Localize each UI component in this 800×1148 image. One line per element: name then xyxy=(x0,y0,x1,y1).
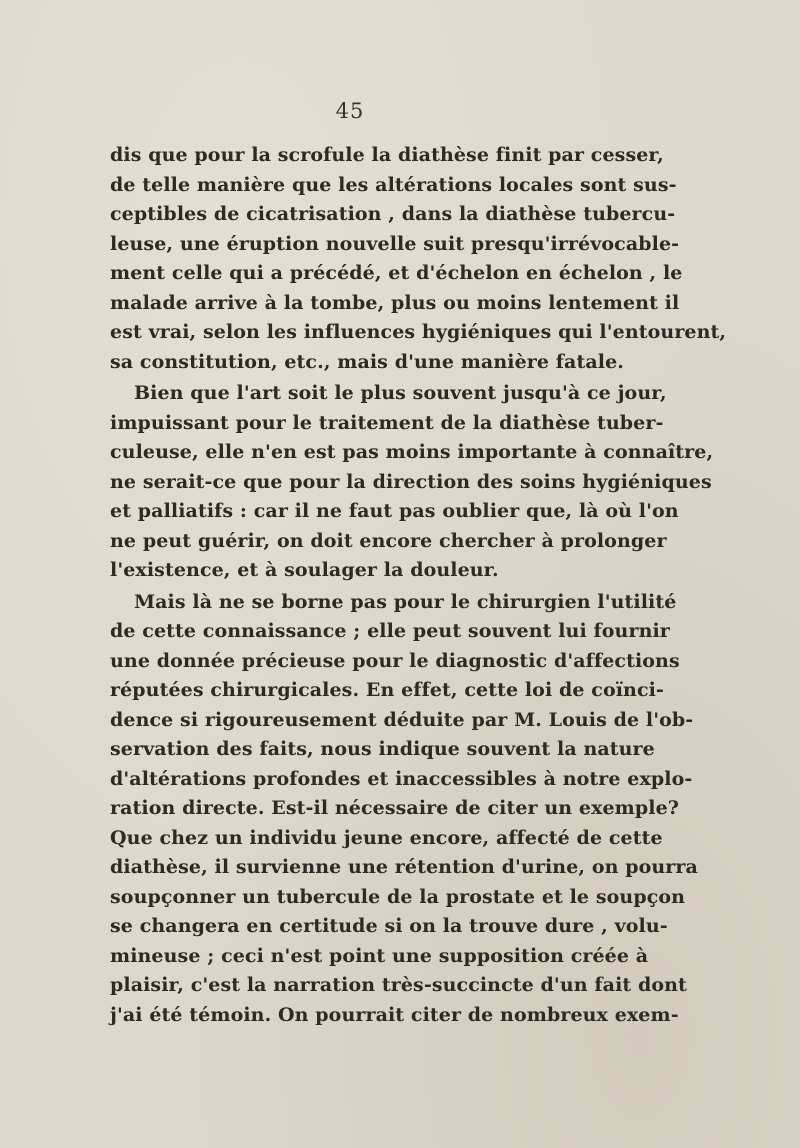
text-line: impuissant pour le traitement de la diathèse tuber- xyxy=(110,411,664,434)
text-line: est vrai, selon les influences hygiéniques qui l'entourent, xyxy=(110,321,727,343)
text-line: dence si rigoureusement déduite par M. Louis de l'ob- xyxy=(110,708,694,731)
text-line: servation des faits, nous indique souvent la nature xyxy=(110,738,655,760)
text-line: et palliatifs : car il ne faut pas oublier que, là où l'on xyxy=(110,500,679,522)
text-line: ration directe. Est-il nécessaire de citer un exemple? xyxy=(110,797,680,819)
text-line: réputées chirurgicales. En effet, cette loi de coïnci- xyxy=(110,679,664,701)
text-line: leuse, une éruption nouvelle suit presqu'irrévocable- xyxy=(110,232,680,255)
text-line: d'altérations profondes et inaccessibles à notre explo- xyxy=(110,767,693,790)
text-line: ment celle qui a précédé, et d'échelon en échelon , le xyxy=(110,262,683,284)
text-line: culeuse, elle n'en est pas moins importante à connaître, xyxy=(110,441,714,463)
text-line: Bien que l'art soit le plus souvent jusqu'à ce jour, xyxy=(134,382,667,404)
text-line: mineuse ; ceci n'est point une supposition créée à xyxy=(110,944,649,967)
text-line: ceptibles de cicatrisation , dans la diathèse tubercu- xyxy=(110,203,676,225)
page-number: 45 xyxy=(335,99,365,123)
text-line: une donnée précieuse pour le diagnostic d'affections xyxy=(110,649,680,672)
text-line: sa constitution, etc., mais d'une manière fatale. xyxy=(110,350,624,373)
text-line: j'ai été témoin. On pourrait citer de nombreux exem- xyxy=(110,1003,679,1026)
paragraph-1 xyxy=(110,141,727,377)
text-line: dis que pour la scrofule la diathèse finit par cesser, xyxy=(110,144,664,166)
text-line: malade arrive à la tombe, plus ou moins lentement il xyxy=(110,291,680,314)
text-line: de cette connaissance ; elle peut souvent lui fournir xyxy=(110,620,670,642)
paragraph-3 xyxy=(110,588,698,1031)
text-line: soupçonner un tubercule de la prostate et le soupçon xyxy=(110,885,686,908)
text-line: Que chez un individu jeune encore, affecté de cette xyxy=(110,826,663,849)
text-line: de telle manière que les altérations locales sont sus- xyxy=(110,173,677,196)
paragraph-2 xyxy=(110,379,714,586)
text-line: ne peut guérir, on doit encore chercher à prolonger xyxy=(110,529,667,552)
text-line: ne serait-ce que pour la direction des soins hygiéniques xyxy=(110,470,712,493)
text-line: plaisir, c'est la narration très-succincte d'un fait dont xyxy=(110,974,687,996)
text-line: Mais là ne se borne pas pour le chirurgien l'utilité xyxy=(134,590,677,613)
text-line: diathèse, il survienne une rétention d'urine, on pourra xyxy=(110,856,698,878)
body-text xyxy=(110,141,727,1030)
text-line: se changera en certitude si on la trouve dure , volu- xyxy=(110,915,668,937)
text-line: l'existence, et à soulager la douleur. xyxy=(110,559,499,581)
